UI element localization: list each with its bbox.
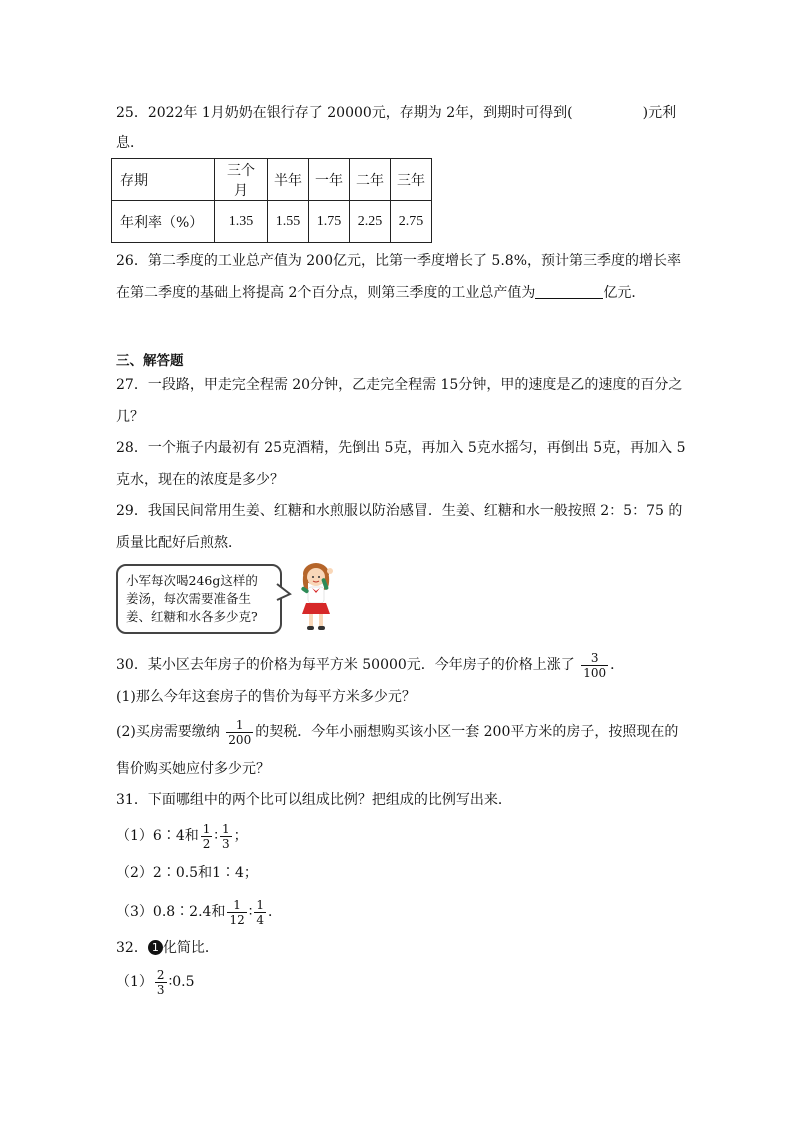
bubble-line: 姜汤，每次需要准备生 [126, 591, 252, 606]
q27-line1: 27．一段路，甲走完全程需 20分钟，乙走完全程需 15分钟，甲的速度是乙的速度的百分之 [116, 377, 683, 393]
fraction [201, 822, 213, 851]
fraction [155, 968, 167, 997]
speech-bubble [116, 564, 282, 634]
q25-line2: 息． [116, 135, 144, 151]
q31-item1-end: ； [233, 828, 248, 844]
fraction-numerator: 1 [226, 718, 253, 733]
q30-sub2 [116, 716, 678, 748]
q31-item1-text: （1）6∶4和 [116, 828, 199, 844]
table-row [112, 159, 432, 201]
fraction-denominator: 2 [202, 836, 211, 851]
fraction-denominator: 200 [228, 732, 252, 747]
q31-item3 [116, 895, 282, 929]
q26-text-a: 在第二季度的基础上将提高 2个百分点，则第三季度的工业总产值为 [116, 285, 536, 301]
q26-line2 [116, 283, 645, 303]
q27-line2: 几？ [116, 409, 144, 425]
fraction [220, 822, 232, 851]
table-cell: 存期 [112, 159, 215, 201]
q31-item3-end: ． [268, 904, 283, 920]
q30-line1 [116, 650, 624, 680]
fraction [254, 898, 266, 927]
q32-number: 32． [116, 940, 148, 956]
q31-item2: （2）2∶0.5和1∶4； [116, 865, 258, 881]
q28-line2: 克水，现在的浓度是多少？ [116, 472, 284, 488]
q30-text-end: ． [610, 657, 625, 673]
table-cell: 1.35 [215, 201, 268, 243]
q26-answer-blank[interactable] [535, 284, 603, 299]
fraction-numerator: 1 [227, 898, 246, 913]
q32-item1-text: （1） [116, 974, 153, 990]
q32-item1-ratio: ∶0.5 [168, 974, 195, 990]
q29-line1: 29．我国民间常用生姜、红糖和水煎服以防治感冒．生姜、红糖和水一般按照 2：5：75 的 [116, 503, 683, 519]
fraction-numerator: 1 [256, 897, 265, 912]
circled-number-icon: 1 [148, 940, 163, 955]
table-row [112, 201, 432, 243]
q25-text-b: )元利 [642, 105, 677, 121]
q30-sub2-text-a: (2)买房需要缴纳 [116, 724, 220, 740]
fraction [226, 718, 253, 747]
fraction-numerator: 1 [202, 821, 211, 836]
table-cell: 年利率（%） [112, 201, 215, 243]
girl-illustration-icon [290, 560, 346, 636]
q31-title: 31．下面哪组中的两个比可以组成比例？把组成的比例写出来． [116, 792, 512, 808]
q26-text-b: 亿元． [603, 285, 646, 301]
q31-item3-text: （3）0.8∶2.4和 [116, 904, 226, 920]
q31-item1 [116, 819, 248, 853]
q25-text-a: 25．2022年 1月奶奶在银行存了 20000元，存期为 2年，到期时可得到( [116, 105, 573, 121]
q29-line2: 质量比配好后煎熬． [116, 535, 242, 551]
table-cell: 半年 [268, 159, 309, 201]
table-cell: 三个月 [215, 159, 268, 201]
q26-line1: 26．第二季度的工业总产值为 200亿元，比第一季度增长了 5.8%，预计第三季度的增长率 [116, 253, 682, 269]
fraction-numerator: 1 [222, 821, 230, 836]
q30-sub2-text-b: 的契税．今年小丽想购买该小区一套 200平方米的房子，按照现在的 [255, 724, 679, 740]
q30-text: 30．某小区去年房子的价格为每平方米 50000元．今年房子的价格上涨了 [116, 657, 575, 673]
fraction-numerator: 2 [156, 967, 165, 982]
table-cell: 2.75 [391, 201, 432, 243]
bubble-line: 姜、红糖和水各多少克? [126, 609, 258, 624]
table-cell: 一年 [309, 159, 350, 201]
speech-bubble-text [126, 572, 258, 626]
fraction-denominator: 3 [156, 982, 165, 997]
table-cell: 三年 [391, 159, 432, 201]
table-cell: 二年 [350, 159, 391, 201]
section-title: 三、解答题 [116, 353, 184, 369]
fraction-denominator: 100 [583, 665, 607, 680]
q25-line1 [116, 103, 676, 123]
table-cell: 1.55 [268, 201, 309, 243]
q32-item1 [116, 965, 194, 999]
fraction [227, 898, 246, 927]
ratio-colon: ∶ [214, 828, 219, 844]
ratio-colon: ∶ [248, 904, 253, 920]
table-cell: 1.75 [309, 201, 350, 243]
q28-line1: 28．一个瓶子内最初有 25克酒精，先倒出 5克，再加入 5克水摇匀，再倒出 5克，再加入 5 [116, 440, 686, 456]
q32-title [116, 938, 219, 958]
q30-sub2-line2: 售价购买她应付多少元？ [116, 761, 270, 777]
q30-sub1: (1)那么今年这套房子的售价为每平方米多少元？ [116, 689, 416, 705]
bubble-line: 小军每次喝246g这样的 [126, 573, 258, 588]
interest-rate-table [111, 158, 432, 243]
fraction-denominator: 4 [256, 912, 265, 927]
q32-title-text: 化简比． [162, 940, 219, 956]
fraction [581, 651, 608, 680]
fraction-numerator: 3 [581, 651, 608, 666]
fraction-denominator: 12 [229, 912, 245, 927]
table-cell: 2.25 [350, 201, 391, 243]
fraction-denominator: 3 [222, 836, 230, 851]
